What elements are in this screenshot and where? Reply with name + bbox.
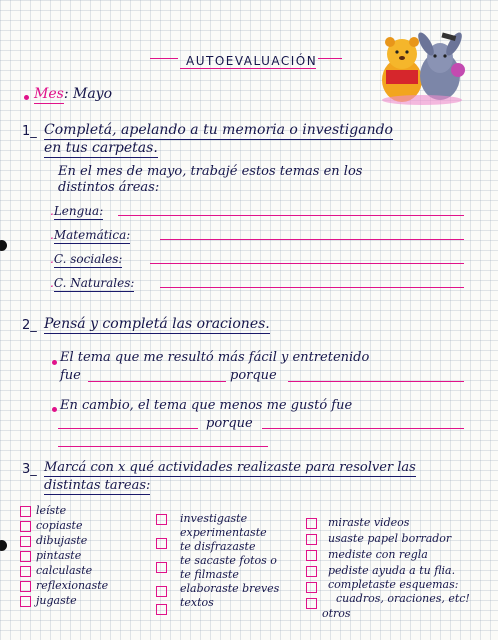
section-1-intro-line2: distintos áreas: (58, 180, 160, 195)
sentence-2-answer-line-c[interactable] (58, 446, 268, 447)
section-1-intro-line1: En el mes de mayo, trabajé estos temas en los (58, 164, 363, 179)
sentence-2-answer-line-b[interactable] (262, 428, 464, 429)
binder-hole-bottom (0, 540, 7, 551)
checkbox-completaste-esquemas[interactable] (306, 582, 317, 593)
title-dash-left (150, 58, 178, 59)
activity-label: leíste (36, 504, 67, 517)
section-3-prompt-line1: Marcá con x qué actividades realizaste para resolver las (44, 460, 416, 475)
binder-hole-top (0, 240, 7, 251)
checkbox-miraste-videos[interactable] (306, 518, 317, 529)
activity-label: copiaste (36, 519, 83, 532)
checkbox-elaboraste-textos[interactable] (156, 604, 167, 615)
area-naturales-answer-line[interactable] (160, 287, 464, 288)
activity-label: cuadros, oraciones, etc! (336, 592, 470, 605)
activity-label: mediste con regla (328, 548, 428, 561)
activity-label: calculaste (36, 564, 93, 577)
activity-label: otros (322, 607, 351, 620)
activity-label: elaboraste breves (180, 582, 280, 595)
checkbox-investigaste[interactable] (156, 514, 167, 525)
area-matematica-label: .Matemática: (50, 228, 131, 242)
area-matematica-answer-line[interactable] (160, 239, 464, 240)
activity-label: usaste papel borrador (328, 532, 452, 545)
activity-label: te filmaste (180, 568, 239, 581)
activity-label: textos (180, 596, 214, 609)
sentence-1-answer-line-a[interactable] (88, 381, 226, 382)
area-sociales-answer-line[interactable] (150, 263, 464, 264)
checkbox-calculaste[interactable] (20, 566, 31, 577)
sentence-2-bullet (52, 407, 57, 412)
checkbox-leiste[interactable] (20, 506, 31, 517)
checkbox-experimentaste[interactable] (156, 538, 167, 549)
activity-label: te sacaste fotos o (180, 554, 277, 567)
checkbox-jugaste[interactable] (20, 596, 31, 607)
checkbox-te-disfrazaste[interactable] (156, 562, 167, 573)
area-lengua-answer-line[interactable] (118, 215, 464, 216)
activity-label: jugaste (36, 594, 77, 607)
title-dash-right (318, 58, 342, 59)
activity-label: pintaste (36, 549, 82, 562)
section-2-number: 2_ (22, 318, 37, 333)
activity-label: dibujaste (36, 534, 88, 547)
sentence-2-porque: porque (206, 416, 253, 431)
sentence-1-bullet (52, 360, 57, 365)
section-3-number: 3_ (22, 462, 37, 477)
section-1-prompt-line2: en tus carpetas. (44, 140, 158, 156)
activity-label: completaste esquemas: (328, 578, 459, 591)
sentence-2-line1: En cambio, el tema que menos me gustó fue (60, 398, 353, 413)
checkbox-papel-borrador[interactable] (306, 534, 317, 545)
activity-label: te disfrazaste (180, 540, 256, 553)
sentence-2-answer-line-a[interactable] (58, 428, 198, 429)
area-naturales-label: .C. Naturales: (50, 276, 135, 290)
checkbox-pediste-ayuda[interactable] (306, 566, 317, 577)
sentence-1-porque: porque (230, 368, 277, 383)
sentence-1-fue: fue (60, 368, 81, 383)
checkbox-reflexionaste[interactable] (20, 581, 31, 592)
section-3-prompt-line2: distintas tareas: (44, 478, 151, 493)
sentence-1-line1: El tema que me resultó más fácil y entretenido (60, 350, 370, 365)
pooh-eeyore-sticker-icon (378, 30, 468, 106)
month-bullet (24, 95, 29, 100)
activity-label: investigaste (180, 512, 248, 525)
checkbox-pintaste[interactable] (20, 551, 31, 562)
checkbox-copiaste[interactable] (20, 521, 31, 532)
activity-label: reflexionaste (36, 579, 109, 592)
checkbox-mediste-regla[interactable] (306, 550, 317, 561)
sentence-1-answer-line-b[interactable] (288, 381, 464, 382)
activity-label: pediste ayuda a tu flia. (328, 564, 456, 577)
section-1-prompt-line1: Completá, apelando a tu memoria o investigando (44, 122, 393, 138)
month-label: Mes: Mayo (34, 86, 113, 102)
title-underline (180, 68, 316, 69)
area-lengua-label: .Lengua: (50, 204, 104, 218)
area-sociales-label: .C. sociales: (50, 252, 123, 266)
checkbox-otros[interactable] (306, 598, 317, 609)
activity-label: experimentaste (180, 526, 267, 539)
activity-label: miraste videos (328, 516, 410, 529)
checkbox-fotos-filmaste[interactable] (156, 586, 167, 597)
page-title: AUTOEVALUACIÓN (186, 54, 318, 68)
checkbox-dibujaste[interactable] (20, 536, 31, 547)
section-1-number: 1_ (22, 124, 37, 139)
section-2-prompt: Pensá y completá las oraciones. (44, 316, 270, 332)
